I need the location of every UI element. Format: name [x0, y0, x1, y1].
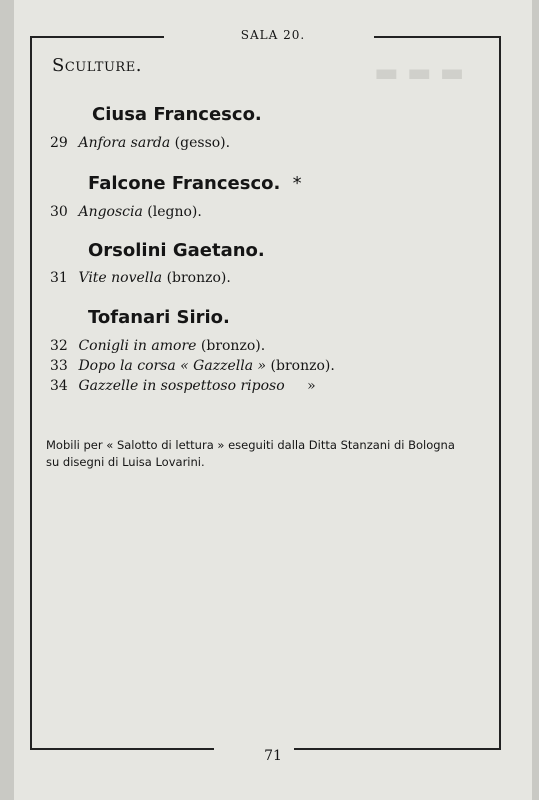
work-title: Vite novella: [78, 270, 163, 286]
work-material: (gesso).: [174, 135, 231, 151]
bleed-through: ▬ ▬ ▬: [374, 58, 465, 88]
artist-name: Orsolini Gaetano.: [88, 240, 265, 261]
work-entry: [50, 378, 316, 394]
furniture-note: Mobili per « Salotto di lettura » eseguiti dalla Ditta Stanzani di Bologna su disegni di Luisa Lovarini.: [46, 438, 455, 469]
work-number: 30: [50, 204, 68, 220]
work-number: 29: [50, 135, 68, 151]
work-material: (bronzo).: [270, 358, 335, 374]
artist-name: Ciusa Francesco.: [92, 104, 262, 125]
artist-heading: [88, 173, 302, 194]
work-material: (legno).: [147, 204, 202, 220]
artist-name: Tofanari Sirio.: [88, 307, 230, 328]
work-title: Gazzelle in sospettoso riposo: [78, 378, 285, 394]
section-title: [52, 55, 142, 76]
work-title: Dopo la corsa « Gazzella »: [78, 358, 267, 374]
work-number: 31: [50, 270, 68, 286]
artist-heading: [88, 240, 265, 261]
work-entry: [50, 338, 265, 354]
work-entry: [50, 135, 230, 151]
work-number: 34: [50, 378, 68, 394]
artist-mark: *: [292, 173, 302, 194]
artist-name: Falcone Francesco.: [88, 173, 281, 194]
section-title-text: Sculture.: [52, 55, 142, 76]
work-entry: [50, 270, 231, 286]
page: [14, 0, 532, 800]
artist-heading: [92, 104, 262, 125]
work-material: »: [307, 378, 316, 394]
work-entry: [50, 358, 335, 374]
work-number: 32: [50, 338, 68, 354]
work-title: Conigli in amore: [78, 338, 197, 354]
work-material: (bronzo).: [166, 270, 231, 286]
work-entry: [50, 204, 202, 220]
page-number: 71: [264, 748, 282, 764]
work-title: Anfora sarda: [78, 135, 171, 151]
work-title: Angoscia: [78, 204, 143, 220]
running-head: SALA 20.: [240, 28, 306, 42]
artist-heading: [88, 307, 230, 328]
work-number: 33: [50, 358, 68, 374]
work-material: (bronzo).: [200, 338, 266, 354]
